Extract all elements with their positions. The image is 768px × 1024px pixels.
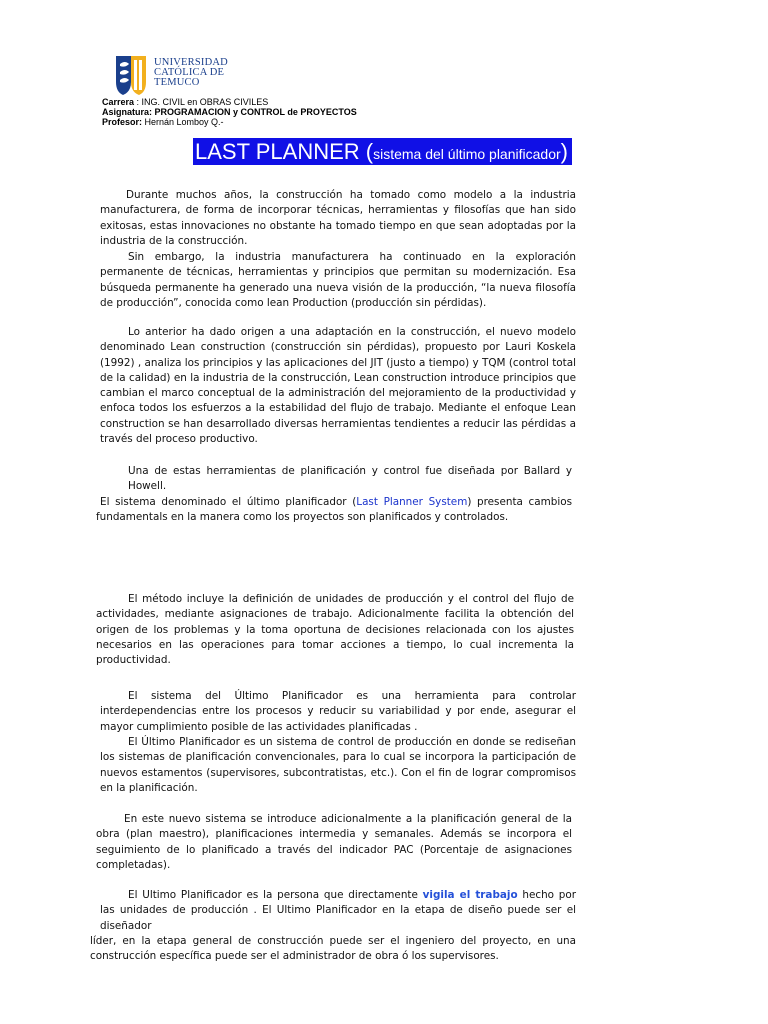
title-close: ) [560, 139, 568, 164]
paragraph-2: Sin embargo, la industria manufacturera ha continuado en la exploración permanente de técnicas, herramientas y principios que permitan su modernización. Esa búsqueda permanente ha generado una nueva visión de la producción, “la nueva filosofía de producción”, conocida como lean Production (producción sin pérdidas). [100, 251, 576, 309]
paragraph-6: El sistema del Último Planificador es una herramienta para controlar interdependencias entre los procesos y reducir su variabilidad y por ende, asegurar el mayor cumplimiento posible de las actividades planificadas . [100, 690, 576, 733]
carrera-line [102, 97, 357, 107]
paragraph-9-post: hecho por las unidades de producción . El Ultimo Planificador en la etapa de diseño puede ser el diseñador [100, 889, 577, 932]
paragraph-3: Lo anterior ha dado origen a una adaptación en la construcción, el nuevo modelo denominado Lean construction (construcción sin pérdidas), propuesto por Lauri Koskela (1992) , analiza los principios y las aplicaciones del JIT (justo a tiempo) y TQM (control total de la calidad) en la industria de la construcción, Lean construction introduce principios que cambian el marco conceptual de la administración del mejoramiento de la productividad y enfoca todos los esfuerzos a la estabilidad del flujo de trabajo. Mediante el enfoque Lean construction se han desarrollado diversas herramientas tendientes a reducir las pérdidas a través del proceso productivo. [100, 326, 576, 446]
paragraph-4-post: ) presenta cambios fundamentals en la manera como los proyectos son planificados y controlados. [96, 495, 572, 523]
paragraph-4-pre: El sistema denominado el último planificador ( [100, 495, 357, 508]
paragraph-5: El método incluye la definición de unidades de producción y el control del flujo de actividades, mediante asignaciones de trabajo. Adicionalmente facilita la obtención del origen de los problemas y la toma oportuna de decisiones relacionada con los ajustes necesarios en las operaciones para tomar acciones a tiempo, lo cual incrementa la productividad. [96, 593, 574, 667]
asignatura-text: Asignatura: PROGRAMACION y CONTROL de PROYECTOS [102, 107, 357, 117]
paragraph-9 [100, 888, 576, 934]
university-name [154, 58, 228, 88]
university-logo [112, 52, 242, 100]
paragraph-4 [96, 464, 572, 525]
logo-line-2: CATÓLICA DE [154, 67, 225, 78]
page-title [193, 138, 572, 165]
paragraph-4-line-1: Una de estas herramientas de planificación y control fue diseñada por Ballard y Howell. [128, 465, 572, 493]
title-main: LAST PLANNER ( [195, 139, 374, 164]
title-subtitle: sistema del último planificador [373, 146, 561, 162]
university-emblem-icon [112, 52, 150, 98]
logo-line-3: TEMUCO [154, 77, 200, 88]
paragraph-9-pre: El Ultimo Planificador es la persona que directamente [128, 889, 423, 901]
paragraph-10: líder, en la etapa general de construcción puede ser el ingeniero del proyecto, en una construcción específica puede ser el administrador de obra ó los supervisores. [90, 935, 576, 963]
carrera-value: : ING. CIVIL en OBRAS CIVILES [136, 97, 269, 107]
carrera-label: Carrera [102, 97, 135, 107]
profesor-value: Hernán Lomboy Q.- [142, 117, 224, 127]
paragraph-7: El Último Planificador es un sistema de control de producción en donde se rediseñan los sistemas de planificación convencionales, para lo cual se incorpora la participación de nuevos estamentos (supervisores, subcontratistas, etc.). Con el fin de lograr compromisos en la planificación. [100, 736, 576, 794]
course-info [102, 97, 357, 127]
paragraph-4-body [96, 495, 572, 526]
paragraph-1: Durante muchos años, la construcción ha tomado como modelo a la industria manufacturera, de forma de incorporar técnicas, herramientas y filosofías que han sido exitosas, estas innovaciones no obstante ha tomado tiempo en que sean adoptadas por la industria de la construcción. [100, 189, 576, 247]
paragraph-8: En este nuevo sistema se introduce adicionalmente a la planificación general de la obra (plan maestro), planificaciones intermedia y semanales. Además se incorpora el seguimiento de lo planificado a través del indicador PAC (Porcentaje de asignaciones completadas). [96, 813, 572, 871]
logo-line-1: UNIVERSIDAD [154, 57, 228, 68]
asignatura-line [102, 107, 357, 117]
profesor-label: Profesor: [102, 117, 143, 127]
profesor-line [102, 117, 357, 127]
last-planner-system-link[interactable]: Last Planner System [356, 495, 468, 508]
vigila-el-trabajo-link[interactable]: vigila el trabajo [422, 889, 518, 901]
